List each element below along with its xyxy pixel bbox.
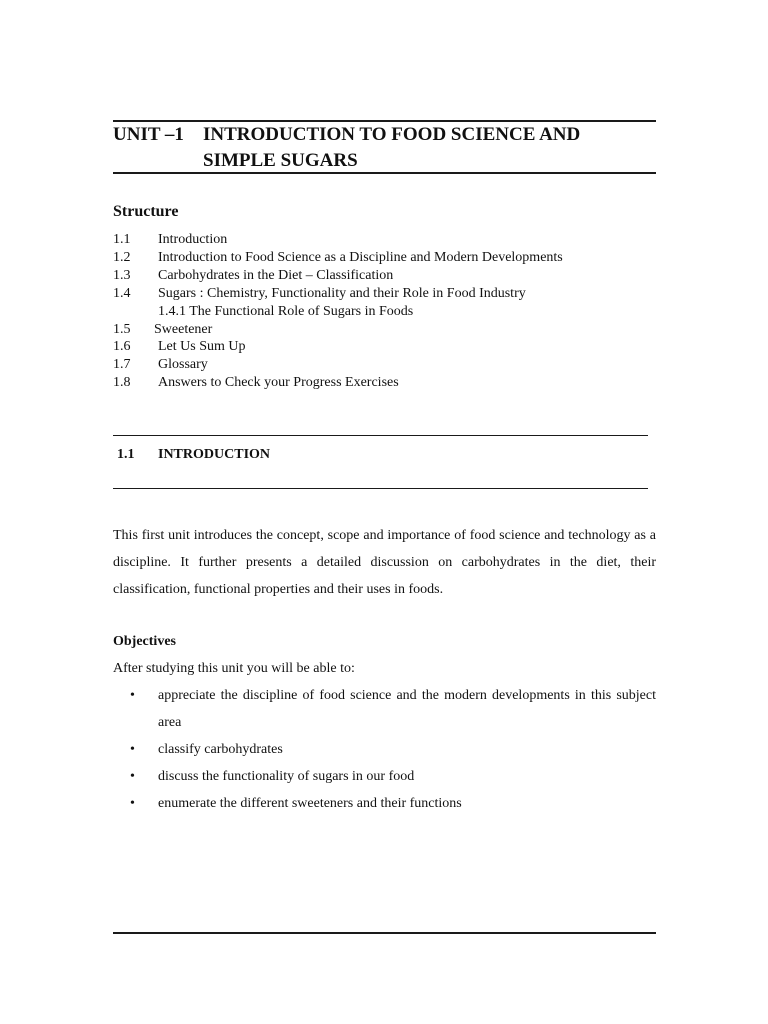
section-bottom-rule xyxy=(113,488,648,489)
objectives-intro: After studying this unit you will be able to: xyxy=(113,661,355,676)
toc-item xyxy=(113,231,563,249)
objectives-heading: Objectives xyxy=(113,634,176,649)
section-title: INTRODUCTION xyxy=(158,447,271,462)
toc-item-text: Glossary xyxy=(158,357,208,373)
toc-item xyxy=(113,356,563,374)
unit-title-line1: INTRODUCTION TO FOOD SCIENCE AND xyxy=(203,124,581,145)
toc-item-number: 1.1 xyxy=(113,232,131,247)
bullet-icon: • xyxy=(130,742,135,757)
unit-number: UNIT –1 xyxy=(113,124,184,145)
toc-item-text: 1.4.1 The Functional Role of Sugars in Foods xyxy=(158,303,414,319)
toc-item xyxy=(113,338,563,356)
objective-text: discuss the functionality of sugars in our food xyxy=(158,769,415,784)
toc-item xyxy=(113,285,563,303)
toc-item-text: Answers to Check your Progress Exercises xyxy=(158,375,399,391)
toc-item xyxy=(113,374,563,392)
toc-subitem xyxy=(113,303,563,321)
bullet-icon: • xyxy=(130,688,135,703)
toc-item-number xyxy=(113,303,158,321)
toc-item-text: Sugars : Chemistry, Functionality and their Role in Food Industry xyxy=(158,285,526,301)
page-bottom-rule xyxy=(113,932,656,934)
section-heading xyxy=(117,445,270,465)
structure-list xyxy=(113,231,563,392)
unit-title xyxy=(113,122,673,174)
objective-item xyxy=(113,790,656,817)
toc-item-text: Let Us Sum Up xyxy=(158,339,246,355)
objective-item xyxy=(113,682,656,736)
intro-paragraph: This first unit introduces the concept, scope and importance of food science and technology as a discipline. It further presents a detailed discussion on carbohydrates in the diet, their classification, functional properties and their uses in foods. xyxy=(113,528,656,597)
objective-text: enumerate the different sweeteners and their functions xyxy=(158,796,462,811)
toc-item-number: 1.8 xyxy=(113,375,131,391)
toc-item xyxy=(113,321,563,339)
toc-item-number: 1.5 xyxy=(113,321,131,337)
objective-item xyxy=(113,736,656,763)
objective-item xyxy=(113,763,656,790)
structure-heading: Structure xyxy=(113,203,179,220)
toc-item-text: Carbohydrates in the Diet – Classification xyxy=(158,267,394,283)
toc-item-number: 1.7 xyxy=(113,357,131,373)
section-number: 1.1 xyxy=(117,447,135,462)
bullet-icon: • xyxy=(130,769,135,784)
toc-item-text: Introduction xyxy=(158,232,228,247)
toc-item-number: 1.2 xyxy=(113,249,131,265)
toc-item xyxy=(113,267,563,285)
unit-title-line2: SIMPLE SUGARS xyxy=(203,150,358,171)
toc-item-number: 1.6 xyxy=(113,339,131,355)
toc-item-number: 1.4 xyxy=(113,285,131,301)
title-bottom-rule xyxy=(113,172,656,174)
bullet-icon: • xyxy=(130,796,135,811)
toc-item-number: 1.3 xyxy=(113,267,131,283)
toc-item-text: Sweetener xyxy=(154,321,213,337)
toc-item-text: Introduction to Food Science as a Discipline and Modern Developments xyxy=(158,249,563,265)
objective-text: classify carbohydrates xyxy=(158,742,283,757)
toc-item xyxy=(113,249,563,267)
objective-text: appreciate the discipline of food science and the modern developments in this subject area xyxy=(158,688,656,730)
objectives-list xyxy=(113,682,656,817)
section-top-rule xyxy=(113,435,648,436)
